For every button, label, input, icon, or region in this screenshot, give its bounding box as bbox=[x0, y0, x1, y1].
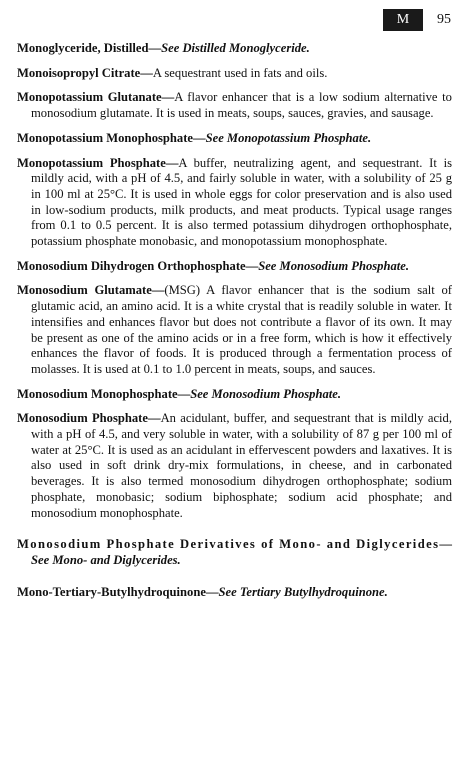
entry-dash: — bbox=[148, 41, 162, 55]
entry-definition: (MSG) A flavor enhancer that is the sodium salt of glutamic acid, an amino acid. It is a white crystal that is readily soluble in water. It intensifies and enhances flavor but does not contribute a flavor of its own. It may be present as one of the amino acids or in a free form, which is how it effectively enhances the flavor of foods. It is produced through a fermentation process of molasses. It is used at 0.1 to 1.0 percent in meats, soups, and sauces. bbox=[31, 283, 452, 376]
section-letter: M bbox=[396, 12, 410, 27]
entry-monopotassium-glutanate bbox=[17, 90, 452, 121]
entry-term: Monosodium Dihydrogen Orthophosphate bbox=[17, 258, 246, 273]
entry-definition: An acidulant, buffer, and sequestrant that is mildly acid, with a pH of 4.5, and very soluble in water, with a solubility of 87 g per 100 ml of water at 25°C. It is used as an acidulant in effervescent powders and laxatives. It is also used in soft drink dry-mix formulations, in cheese, and in carbonated beverages. It is also termed monosodium dihydrogen orthophosphate; sodium phosphate, monobasic; sodium biphosphate; sodium acid phosphate; and monosodium monophosphate. bbox=[31, 411, 452, 520]
entry-cross-reference: See Monosodium Phosphate. bbox=[258, 258, 410, 273]
entry-term: Monopotassium Phosphate bbox=[17, 155, 166, 170]
entry-monoglyceride-distilled bbox=[17, 41, 452, 57]
entry-monoisopropyl-citrate bbox=[17, 66, 452, 82]
entry-monosodium-dihydrogen-orthophosphate bbox=[17, 259, 452, 275]
entry-cross-reference: See Mono- and Diglycerides. bbox=[31, 552, 181, 567]
entry-dash: — bbox=[147, 411, 161, 426]
entry-dash: — bbox=[140, 65, 153, 80]
entry-term: Monosodium Glutamate bbox=[17, 283, 152, 298]
entry-mono-tertiary-butylhydroquinone bbox=[17, 585, 452, 601]
entry-monosodium-monophosphate bbox=[17, 387, 452, 403]
entry-dash: — bbox=[205, 584, 219, 599]
entry-definition: A flavor enhancer that is a low sodium alternative to monosodium glutamate. It is used in meats, soups, sauces, gravies, and sausage. bbox=[31, 90, 452, 121]
entry-dash: — bbox=[193, 130, 206, 145]
entry-term: Monopotassium Glutanate bbox=[17, 90, 162, 105]
entry-term: Monoglyceride, Distilled bbox=[17, 41, 149, 55]
entry-dash: — bbox=[177, 386, 191, 401]
entry-dash: — bbox=[439, 537, 452, 552]
entry-monopotassium-monophosphate bbox=[17, 131, 452, 147]
entry-monosodium-phosphate bbox=[17, 411, 452, 521]
entry-term: Monopotassium Monophosphate bbox=[17, 130, 193, 145]
entry-dash: — bbox=[151, 283, 165, 298]
entry-cross-reference: See Distilled Monoglyceride. bbox=[161, 41, 310, 55]
entry-cross-reference: See Monosodium Phosphate. bbox=[190, 386, 342, 401]
entry-dash: — bbox=[165, 155, 179, 170]
entry-term: Mono-Tertiary-Butylhydroquinone bbox=[17, 584, 206, 599]
entry-cross-reference: See Tertiary Butylhydroquinone. bbox=[218, 584, 388, 599]
page-header bbox=[383, 9, 451, 31]
entry-term: Monosodium Monophosphate bbox=[17, 386, 178, 401]
entry-monosodium-phosphate-derivatives bbox=[17, 537, 452, 568]
entry-definition: A sequestrant used in fats and oils. bbox=[152, 65, 328, 80]
section-letter-tab bbox=[383, 9, 423, 31]
dictionary-entries bbox=[17, 41, 452, 609]
entry-cross-reference: See Monopotassium Phosphate. bbox=[205, 130, 372, 145]
entry-dash: — bbox=[161, 90, 175, 105]
entry-term: Monoisopropyl Citrate bbox=[17, 65, 141, 80]
entry-dash: — bbox=[245, 258, 259, 273]
entry-term: Monosodium Phosphate bbox=[17, 411, 148, 426]
entry-monosodium-glutamate bbox=[17, 283, 452, 377]
entry-term: Monosodium Phosphate Derivatives of Mono- and Diglycerides bbox=[17, 537, 440, 552]
page-number: 95 bbox=[437, 12, 451, 27]
entry-definition: A buffer, neutralizing agent, and sequestrant. It is mildly acid, with a pH of 4.5, and fairly soluble in water, with a solubility of 25 g in 100 ml at 25°C. It is used in whole eggs for color preservation and is also used in low-sodium products, milk products, and meat products. Typical usage ranges from 0.1 to 0.5 percent. It is also termed potassium dihydrogen orthophosphate, potassium phosphate monobasic, and monopotassium monophosphate. bbox=[31, 155, 452, 249]
entry-monopotassium-phosphate bbox=[17, 156, 452, 250]
